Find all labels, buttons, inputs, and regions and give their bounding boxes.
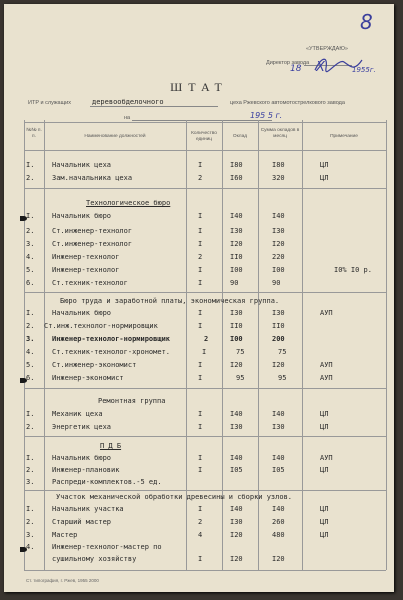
intro-suffix: цеха Ржевского автомотострелкового завода [230,100,345,106]
table-row: 2. Зам.начальника цеха 2 I60 320 ЦЛ [26,174,329,182]
intro-on: на [124,115,131,121]
table-row: 4. Ст.техник-технолог-хрономет. I 75 75 [26,348,287,356]
table-row: I. Механик цеха I I40 I40 ЦЛ [26,410,329,418]
table-row: 3. Инженер-технолог-нормировщик 2 I00 200 [26,335,285,343]
table-row: I. Начальник участка I I40 I40 ЦЛ [26,505,329,513]
section-title-tech: Технологическое бюро [86,199,171,207]
table-row: 2. Ст.инженер-технолог I I30 I30 [26,227,285,235]
table-row: 4. Инженер-технолог 2 II0 220 [26,253,285,261]
page-number: 8 [360,10,373,34]
table-row: 5. Инженер-технолог I I00 I00 I0% I0 р. [26,266,372,274]
table-row: I. Начальник бюро I I30 I30 АУП [26,309,333,317]
table-row: 3. Мастер 4 I20 480 ЦЛ [26,531,329,539]
table-row: 2. Старший мастер 2 I30 260 ЦЛ [26,518,329,526]
approve-label: «УТВЕРЖДАЮ» [306,46,348,52]
section-title-repair: Ремонтная группа [98,397,166,405]
intro-prefix: ИТР и служащих [28,100,71,106]
table-row: 3. Ст.инженер-технолог I I20 I20 [26,240,285,248]
table-row: I. Начальник бюро I I40 I40 [26,212,285,220]
table-row: 2. Инженер-плановик I I05 I05 ЦЛ [26,466,329,474]
header-sum: Сумма окладов в месяц [260,128,300,139]
section-title-pdb: П Д Б [100,442,122,450]
table-row: 3. Распреди-комплектов.-5 ед. [26,478,162,486]
table-row: 2. Энергетик цеха I I30 I30 ЦЛ [26,423,329,431]
table-row: 2. Ст.инж.технолог-нормировщик I II0 II0 [26,322,285,330]
table-row: 6. Инженер-экономист I 95 95 АУП [26,374,333,382]
table-row: 4. Инженер-технолог-мастер по [26,543,162,551]
table-row: I. Начальник цеха I I80 I80 ЦЛ [26,161,329,169]
header-note: Примечание [330,134,358,139]
header-name: Наименование должностей [84,134,146,139]
header-salary: Оклад [232,134,248,139]
intro-year: 195 5 г. [250,111,283,120]
approve-year: 1955г. [352,66,376,74]
signature [310,52,370,77]
print-footer: Ст. типография, г. Ржев, 1955 2000 [26,578,99,583]
document-title: ШТАТ [170,80,228,94]
intro-shop: деревообделочного [92,98,164,106]
table-row: сушильному хозяйству I I20 I20 [52,555,285,563]
section-title-labor: Бюро труда и заработной платы, экономическая группа. [60,297,280,305]
table-row: 6. Ст.техник-технолог I 90 90 [26,279,281,287]
approve-day: 18 [290,64,302,74]
document-page [4,4,394,592]
header-qty: Количество единиц [191,131,217,142]
header-num: №№ п. п. [26,128,42,139]
approve-month: X [316,60,325,75]
table-row: 5. Ст.инженер-экономист I I20 I20 АУП [26,361,333,369]
table-row: I. Начальник бюро I I40 I40 АУП [26,454,333,462]
section-title-woodwork: Участок механической обработки древесины и сборки узлов. [56,493,293,501]
director-label: Директор завода [266,60,310,66]
